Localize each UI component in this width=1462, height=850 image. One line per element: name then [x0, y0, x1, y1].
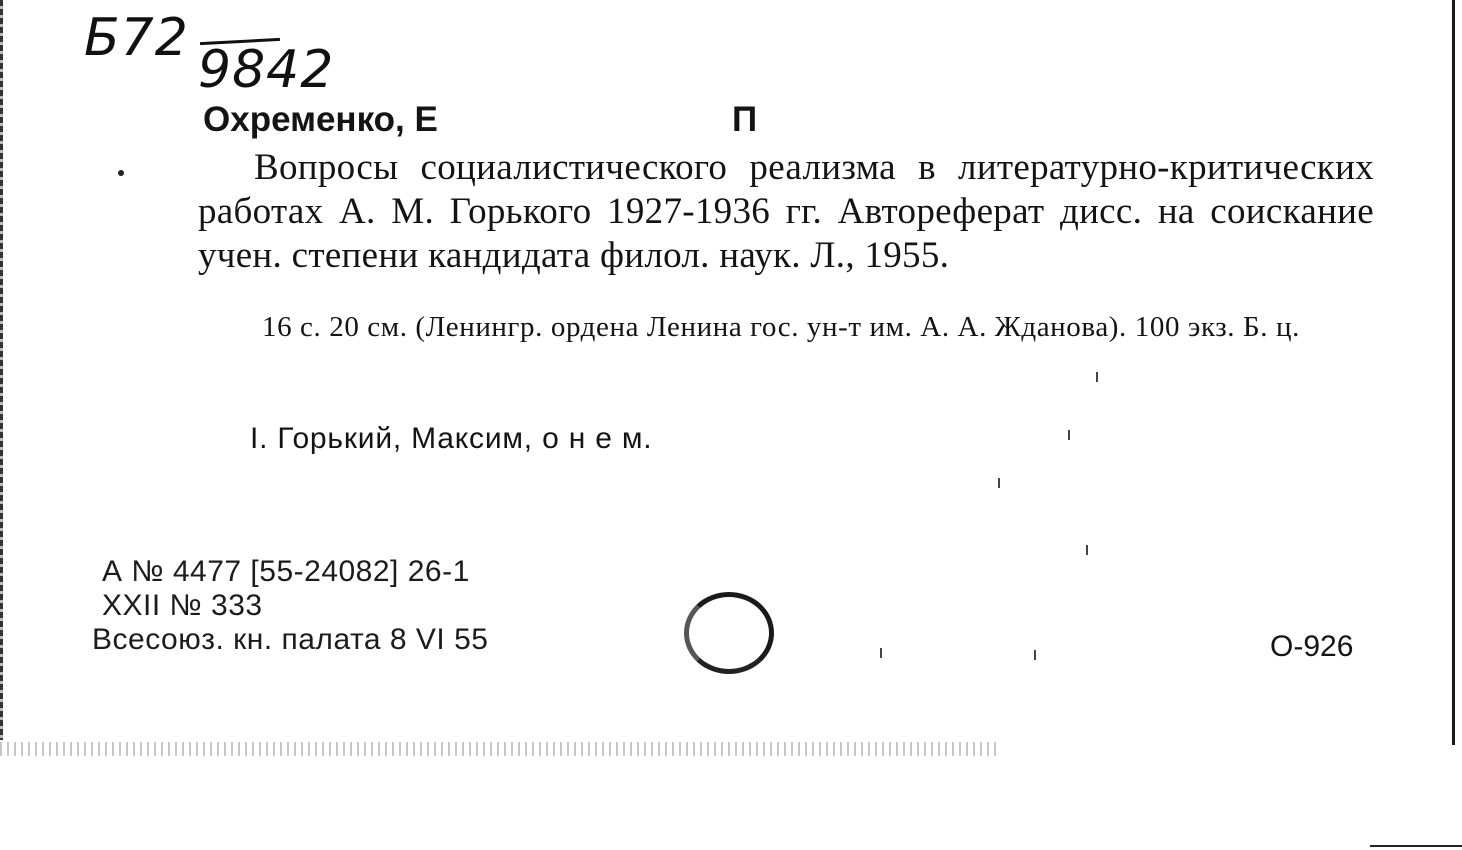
- card-corner-mark: [1370, 845, 1462, 847]
- shelf-mark: П: [732, 100, 758, 139]
- subject-heading: I. Горький, Максим, о н е м.: [250, 422, 653, 455]
- print-speck: [1086, 545, 1088, 555]
- handwritten-shelf-code-1: Б72: [84, 8, 189, 68]
- registration-line-3: Всесоюз. кн. палата 8 VI 55: [92, 623, 489, 656]
- print-speck: [1068, 430, 1070, 440]
- title-description: Вопросы социалистического реализма в литературно-критических работах А. М. Горького 1927-1936 гг. Автореферат дисс. на соискание учен. степени кандидата филол. наук. Л., 1955.: [198, 147, 1374, 276]
- card-right-edge: [1452, 0, 1455, 745]
- card-bottom-edge: [0, 742, 1000, 756]
- registration-line-1: А № 4477 [55-24082] 26-1: [102, 555, 470, 588]
- print-speck: [880, 648, 882, 658]
- print-speck: [1034, 650, 1036, 660]
- imprint-description: 16 с. 20 см. (Ленингр. ордена Ленина гос. ун-т им. А. А. Жданова). 100 экз. Б. ц.: [262, 311, 1300, 343]
- handwritten-shelf-code-2: 9842: [198, 40, 335, 100]
- author-heading: Охременко, Е: [203, 100, 438, 139]
- print-speck: [1096, 372, 1098, 382]
- registration-line-2: XXII № 333: [102, 589, 263, 622]
- punch-hole-ring: [684, 592, 774, 674]
- order-code: О-926: [1270, 630, 1354, 663]
- print-speck: [998, 478, 1000, 488]
- margin-dot: [118, 170, 124, 176]
- card-left-edge: [0, 0, 3, 740]
